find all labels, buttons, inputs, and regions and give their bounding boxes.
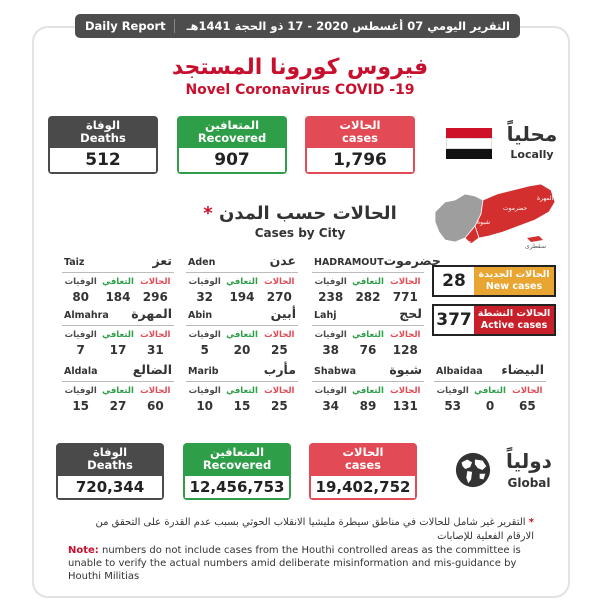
- city-deaths-value: 34: [322, 399, 340, 413]
- city-cases-value: 25: [270, 343, 288, 357]
- city-name-en: Albaidaa: [436, 366, 483, 377]
- city-name-en: Aldala: [64, 366, 98, 377]
- city-recovered-label: التعافي: [226, 386, 258, 396]
- new-cases-label-en: New cases: [485, 280, 543, 292]
- active-cases-box: [432, 304, 556, 336]
- city-cases-label: الحالات: [264, 386, 295, 396]
- global-cases-label-ar: الحالات: [342, 445, 384, 459]
- city-cases-label: الحالات: [140, 386, 171, 396]
- global-label-en: Global: [507, 476, 551, 490]
- city-block: [186, 362, 298, 416]
- city-block: [186, 253, 298, 307]
- city-divider: [186, 325, 298, 326]
- city-name-ar: الضالع: [132, 362, 172, 377]
- city-cases-label: الحالات: [140, 277, 171, 287]
- city-recovered-value: 194: [229, 290, 255, 304]
- footnote-star: *: [528, 517, 534, 528]
- city-name-ar: عدن: [269, 253, 296, 268]
- city-deaths-label: الوفيات: [314, 386, 347, 396]
- local-cases-tile: [305, 116, 415, 174]
- city-cases-label: الحالات: [390, 330, 421, 340]
- footnote-arabic: [68, 516, 534, 543]
- city-cases-value: 60: [146, 399, 164, 413]
- new-cases-box: [432, 265, 556, 297]
- city-cases-value: 65: [518, 399, 536, 413]
- city-deaths-label: الوفيات: [314, 330, 347, 340]
- city-recovered-label: التعافي: [352, 277, 384, 287]
- city-name-ar: شبوة: [389, 362, 422, 377]
- city-recovered-label: التعافي: [226, 330, 258, 340]
- city-name-en: Shabwa: [314, 366, 357, 377]
- city-divider: [62, 272, 174, 273]
- global-label-ar: دولياً: [506, 449, 552, 473]
- city-recovered-label: التعافي: [352, 386, 384, 396]
- city-name-en: Abin: [188, 310, 213, 321]
- city-block: [434, 362, 546, 416]
- city-block: [312, 362, 424, 416]
- city-name-ar: حضرموت: [383, 253, 441, 268]
- city-name-en: Lahj: [314, 310, 337, 321]
- city-deaths-label: الوفيات: [64, 386, 97, 396]
- city-deaths-label: الوفيات: [64, 330, 97, 340]
- local-cases-value: 1,796: [305, 148, 415, 174]
- city-name-en: Almahra: [64, 310, 109, 321]
- city-name-en: HADRAMOUT: [314, 257, 384, 268]
- city-divider: [62, 381, 174, 382]
- active-cases-label-ar: الحالات النشطة: [477, 308, 551, 319]
- city-cases-label: الحالات: [264, 330, 295, 340]
- city-recovered-value: 184: [105, 290, 131, 304]
- city-cases-label: الحالات: [140, 330, 171, 340]
- city-block: [312, 253, 441, 307]
- footnote-english-text: numbers do not include cases from the Houthi controlled areas as the committee is unable to verify the actual numbers amid deliberate misinformation and mis-guidance by Houthi Militias: [68, 545, 521, 582]
- city-name-en: Aden: [188, 257, 216, 268]
- global-deaths-value: 720,344: [56, 476, 164, 500]
- city-cases-label: الحالات: [390, 386, 421, 396]
- local-recovered-label-en: Recovered: [197, 131, 267, 146]
- new-cases-label-ar: الحالات الجديدة: [478, 269, 550, 280]
- city-deaths-value: 7: [76, 343, 85, 357]
- city-deaths-label: الوفيات: [64, 277, 97, 287]
- city-deaths-label: الوفيات: [188, 277, 221, 287]
- cases-by-city-title-en: Cases by City: [254, 226, 346, 240]
- city-recovered-value: 0: [485, 399, 495, 413]
- city-deaths-value: 15: [72, 399, 90, 413]
- city-recovered-value: 89: [359, 399, 377, 413]
- global-deaths-tile: [56, 443, 164, 500]
- report-date: التقرير اليومي 07 أغسطس 2020 - 17 ذو الحجة 1441هـ: [186, 19, 510, 33]
- city-block: [62, 306, 174, 360]
- daily-report-label: Daily Report: [75, 19, 175, 33]
- map-label-aden: عدن: [461, 239, 473, 246]
- city-divider: [186, 381, 298, 382]
- local-deaths-tile: [48, 116, 158, 174]
- footnote-english: [68, 544, 534, 583]
- city-cases-label: الحالات: [512, 386, 543, 396]
- locally-label-ar: محلياً: [506, 122, 558, 146]
- city-deaths-value: 38: [322, 343, 340, 357]
- city-recovered-label: التعافي: [102, 277, 134, 287]
- global-deaths-label-ar: الوفاة: [92, 445, 128, 459]
- city-divider: [434, 381, 546, 382]
- global-recovered-tile: [183, 443, 291, 500]
- map-label-shabwa: شبوة: [477, 219, 491, 226]
- city-name-ar: مأرب: [263, 362, 296, 377]
- city-recovered-value: 27: [109, 399, 127, 413]
- city-cases-label: الحالات: [264, 277, 295, 287]
- cases-by-city-star: *: [203, 203, 213, 224]
- active-cases-label-en: Active cases: [480, 319, 548, 331]
- global-recovered-value: 12,456,753: [183, 476, 291, 500]
- city-name-ar: المهرة: [131, 306, 172, 321]
- city-recovered-label: التعافي: [474, 386, 506, 396]
- city-cases-value: 270: [266, 290, 292, 304]
- city-block: [62, 362, 174, 416]
- city-recovered-value: 17: [109, 343, 127, 357]
- city-recovered-value: 15: [233, 399, 251, 413]
- city-recovered-value: 282: [355, 290, 381, 304]
- global-cases-tile: [309, 443, 417, 500]
- city-deaths-label: الوفيات: [436, 386, 469, 396]
- city-cases-value: 771: [392, 290, 418, 304]
- city-name-ar: البيضاء: [501, 362, 544, 377]
- city-deaths-label: الوفيات: [188, 386, 221, 396]
- city-deaths-value: 10: [196, 399, 214, 413]
- city-cases-value: 296: [142, 290, 168, 304]
- map-label-hadramout: حضرموت: [503, 205, 528, 212]
- city-name-ar: أبين: [270, 306, 296, 321]
- city-recovered-value: 20: [233, 343, 251, 357]
- city-name-ar: لحج: [399, 306, 422, 321]
- cases-by-city-title-ar: [150, 203, 450, 224]
- city-name-en: Taiz: [64, 257, 85, 268]
- local-recovered-value: 907: [177, 148, 287, 174]
- map-label-almahra: المهرة: [537, 195, 554, 202]
- city-deaths-value: 53: [444, 399, 462, 413]
- city-recovered-value: 76: [359, 343, 377, 357]
- map-label-socotra: سقطرى: [525, 243, 546, 250]
- city-deaths-value: 32: [196, 290, 214, 304]
- city-divider: [312, 325, 424, 326]
- city-recovered-label: التعافي: [226, 277, 258, 287]
- city-name-ar: تعز: [152, 253, 172, 268]
- locally-label-en: Locally: [510, 148, 554, 161]
- yemen-flag-icon: [446, 128, 492, 159]
- local-recovered-tile: [177, 116, 287, 174]
- footnote-note-label: Note:: [68, 545, 99, 556]
- report-header-bar: [75, 14, 520, 38]
- city-cases-value: 128: [392, 343, 418, 357]
- city-divider: [186, 272, 298, 273]
- global-recovered-label-ar: المتعافين: [209, 445, 265, 459]
- title-arabic: فيروس كورونا المستجد: [171, 55, 429, 80]
- title-english: Novel Coronavirus COVID -19: [185, 82, 415, 98]
- city-cases-label: الحالات: [390, 277, 421, 287]
- global-recovered-label-en: Recovered: [202, 458, 272, 473]
- local-cases-label-ar: الحالات: [339, 118, 381, 132]
- cases-by-city-title-ar-text: الحالات حسب المدن: [218, 203, 397, 224]
- local-deaths-value: 512: [48, 148, 158, 174]
- footnote-arabic-text: التقرير غير شامل للحالات في مناطق سيطرة مليشيا الانقلاب الحوثي بسبب عدم القدرة على التحقق من الارقام الفعلية للإصابات: [95, 517, 534, 542]
- local-deaths-label-en: Deaths: [80, 131, 126, 146]
- global-cases-label-en: cases: [344, 458, 382, 473]
- city-deaths-value: 5: [200, 343, 209, 357]
- local-recovered-label-ar: المتعافين: [204, 118, 260, 132]
- local-deaths-label-ar: الوفاة: [85, 118, 121, 132]
- city-recovered-label: التعافي: [102, 330, 134, 340]
- city-deaths-label: الوفيات: [188, 330, 221, 340]
- city-deaths-value: 80: [72, 290, 90, 304]
- global-deaths-label-en: Deaths: [87, 458, 133, 473]
- globe-icon: [454, 451, 492, 489]
- city-deaths-value: 238: [318, 290, 344, 304]
- footnote: [68, 516, 534, 583]
- global-cases-value: 19,402,752: [309, 476, 417, 500]
- city-divider: [312, 381, 424, 382]
- city-divider: [62, 325, 174, 326]
- city-recovered-label: التعافي: [352, 330, 384, 340]
- city-name-en: Marib: [188, 366, 219, 377]
- city-block: [312, 306, 424, 360]
- city-deaths-label: الوفيات: [314, 277, 347, 287]
- city-block: [62, 253, 174, 307]
- city-cases-value: 31: [146, 343, 164, 357]
- yemen-map-icon: [431, 180, 561, 255]
- active-cases-value: 377: [436, 310, 472, 330]
- city-divider: [312, 272, 424, 273]
- city-recovered-label: التعافي: [102, 386, 134, 396]
- city-cases-value: 25: [270, 399, 288, 413]
- city-block: [186, 306, 298, 360]
- local-cases-label-en: cases: [341, 131, 379, 146]
- new-cases-value: 28: [442, 271, 466, 291]
- city-cases-value: 131: [392, 399, 418, 413]
